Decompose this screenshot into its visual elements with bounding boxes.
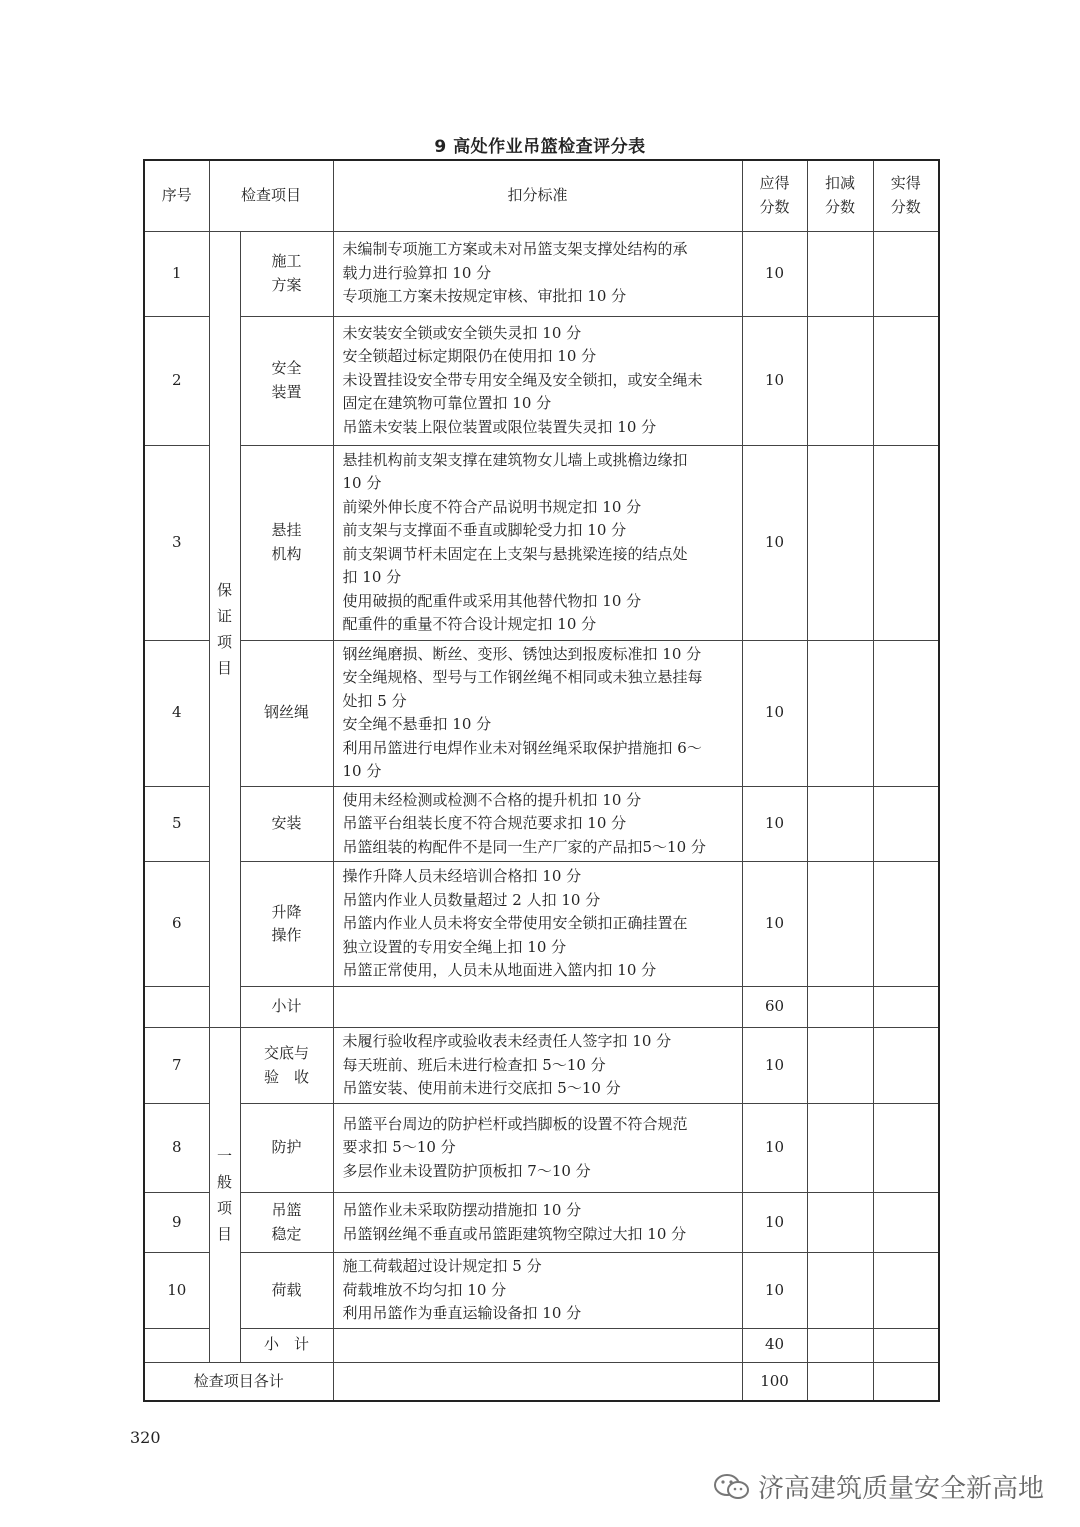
table-row: [144, 1104, 939, 1193]
row-deduct-score: [807, 445, 873, 640]
row-due-score: 10: [742, 316, 807, 445]
subtotal-actual-score: [873, 1328, 939, 1362]
row-actual-score: [873, 1193, 939, 1253]
wechat-icon: [712, 1472, 752, 1502]
subtotal-label: 小计: [240, 987, 333, 1028]
table-row: [144, 862, 939, 987]
row-due-score: 10: [742, 1193, 807, 1253]
row-due-score: 10: [742, 786, 807, 862]
group-label-guarantee: 保证项目: [209, 231, 240, 1028]
row-criteria: 吊篮平台周边的防护栏杆或挡脚板的设置不符合规范 要求扣 5～10 分 多层作业未设置防护顶板扣 7～10 分: [333, 1104, 742, 1193]
row-deduct-score: [807, 1253, 873, 1329]
total-deduct-score: [807, 1362, 873, 1401]
header-due-score: 应得 分数: [742, 160, 807, 231]
subtotal-seq: [144, 1328, 209, 1362]
row-item: 吊篮 稳定: [240, 1193, 333, 1253]
header-deduct-score: 扣减 分数: [807, 160, 873, 231]
row-actual-score: [873, 1028, 939, 1104]
header-row: [144, 160, 939, 231]
row-seq: 6: [144, 862, 209, 987]
subtotal-label: 小 计: [240, 1328, 333, 1362]
table-row: [144, 1193, 939, 1253]
row-deduct-score: [807, 862, 873, 987]
table-row: [144, 1253, 939, 1329]
watermark: [712, 1468, 1044, 1505]
row-seq: 4: [144, 640, 209, 786]
page-number: 320: [130, 1428, 161, 1447]
row-actual-score: [873, 640, 939, 786]
subtotal-seq: [144, 987, 209, 1028]
total-actual-score: [873, 1362, 939, 1401]
row-criteria: 操作升降人员未经培训合格扣 10 分 吊篮内作业人员数量超过 2 人扣 10 分 吊篮内作业人员未将安全带使用安全锁扣正确挂置在 独立设置的专用安全绳上扣 10 分 吊篮正常使用，人员未从地面进入篮内扣 10 分: [333, 862, 742, 987]
row-actual-score: [873, 316, 939, 445]
row-seq: 2: [144, 316, 209, 445]
row-seq: 1: [144, 231, 209, 316]
row-item: 交底与 验 收: [240, 1028, 333, 1104]
row-actual-score: [873, 1253, 939, 1329]
subtotal-deduct-score: [807, 987, 873, 1028]
table-row: [144, 640, 939, 786]
group-label-general: 一般项目: [209, 1028, 240, 1363]
row-criteria: 使用未经检测或检测不合格的提升机扣 10 分 吊篮平台组装长度不符合规范要求扣 10 分 吊篮组装的构配件不是同一生产厂家的产品扣5～10 分: [333, 786, 742, 862]
row-criteria: 钢丝绳磨损、断丝、变形、锈蚀达到报废标准扣 10 分 安全绳规格、型号与工作钢丝绳不相同或未独立悬挂每 处扣 5 分 安全绳不悬垂扣 10 分 利用吊篮进行电焊作业未对钢丝绳采取保护措施扣 6～ 10 分: [333, 640, 742, 786]
row-seq: 5: [144, 786, 209, 862]
row-deduct-score: [807, 316, 873, 445]
row-seq: 8: [144, 1104, 209, 1193]
total-criteria: [333, 1362, 742, 1401]
row-due-score: 10: [742, 1028, 807, 1104]
row-due-score: 10: [742, 445, 807, 640]
subtotal-due-score: 40: [742, 1328, 807, 1362]
table-title: 9 高处作业吊篮检查评分表: [434, 137, 646, 157]
total-label: 检查项目各计: [144, 1362, 333, 1401]
row-item: 防护: [240, 1104, 333, 1193]
row-item: 荷载: [240, 1253, 333, 1329]
row-actual-score: [873, 1104, 939, 1193]
total-row: [144, 1362, 939, 1401]
subtotal-deduct-score: [807, 1328, 873, 1362]
subtotal-row: [144, 987, 939, 1028]
row-seq: 7: [144, 1028, 209, 1104]
total-due-score: 100: [742, 1362, 807, 1401]
subtotal-criteria: [333, 1328, 742, 1362]
row-criteria: 未安装安全锁或安全锁失灵扣 10 分 安全锁超过标定期限仍在使用扣 10 分 未设置挂设安全带专用安全绳及安全锁扣，或安全绳未 固定在建筑物可靠位置扣 10 分 吊篮未安装上限位装置或限位装置失灵扣 10 分: [333, 316, 742, 445]
row-due-score: 10: [742, 862, 807, 987]
row-due-score: 10: [742, 231, 807, 316]
subtotal-row: [144, 1328, 939, 1362]
score-table: [143, 159, 940, 1402]
header-actual-score: 实得 分数: [873, 160, 939, 231]
row-deduct-score: [807, 231, 873, 316]
row-due-score: 10: [742, 1104, 807, 1193]
row-seq: 10: [144, 1253, 209, 1329]
row-criteria: 施工荷载超过设计规定扣 5 分 荷载堆放不均匀扣 10 分 利用吊篮作为垂直运输设备扣 10 分: [333, 1253, 742, 1329]
row-deduct-score: [807, 640, 873, 786]
row-actual-score: [873, 862, 939, 987]
row-item: 升降 操作: [240, 862, 333, 987]
table-row: [144, 316, 939, 445]
row-item: 施工 方案: [240, 231, 333, 316]
subtotal-due-score: 60: [742, 987, 807, 1028]
row-item: 钢丝绳: [240, 640, 333, 786]
row-item: 安全 装置: [240, 316, 333, 445]
row-deduct-score: [807, 1028, 873, 1104]
row-criteria: 悬挂机构前支架支撑在建筑物女儿墙上或挑檐边缘扣 10 分 前梁外伸长度不符合产品说明书规定扣 10 分 前支架与支撑面不垂直或脚轮受力扣 10 分 前支架调节杆未固定在上支架与悬挑梁连接的结点处 扣 10 分 使用破损的配重件或采用其他替代物扣 10 分 配重件的重量不符合设计规定扣 10 分: [333, 445, 742, 640]
row-actual-score: [873, 445, 939, 640]
row-actual-score: [873, 786, 939, 862]
row-due-score: 10: [742, 1253, 807, 1329]
table-row: [144, 445, 939, 640]
table-row: [144, 231, 939, 316]
row-criteria: 吊篮作业未采取防摆动措施扣 10 分 吊篮钢丝绳不垂直或吊篮距建筑物空隙过大扣 10 分: [333, 1193, 742, 1253]
row-seq: 3: [144, 445, 209, 640]
table-row: [144, 786, 939, 862]
row-item: 安装: [240, 786, 333, 862]
subtotal-actual-score: [873, 987, 939, 1028]
row-deduct-score: [807, 1193, 873, 1253]
header-item: 检查项目: [209, 160, 333, 231]
table-row: [144, 1028, 939, 1104]
row-item: 悬挂 机构: [240, 445, 333, 640]
row-due-score: 10: [742, 640, 807, 786]
row-criteria: 未编制专项施工方案或未对吊篮支架支撑处结构的承 载力进行验算扣 10 分 专项施工方案未按规定审核、审批扣 10 分: [333, 231, 742, 316]
row-actual-score: [873, 231, 939, 316]
row-seq: 9: [144, 1193, 209, 1253]
row-deduct-score: [807, 786, 873, 862]
subtotal-criteria: [333, 987, 742, 1028]
header-seq: 序号: [144, 160, 209, 231]
watermark-text: 济高建筑质量安全新高地: [757, 1474, 1044, 1504]
header-criteria: 扣分标准: [333, 160, 742, 231]
row-deduct-score: [807, 1104, 873, 1193]
row-criteria: 未履行验收程序或验收表未经责任人签字扣 10 分 每天班前、班后未进行检查扣 5～10 分 吊篮安装、使用前未进行交底扣 5～10 分: [333, 1028, 742, 1104]
